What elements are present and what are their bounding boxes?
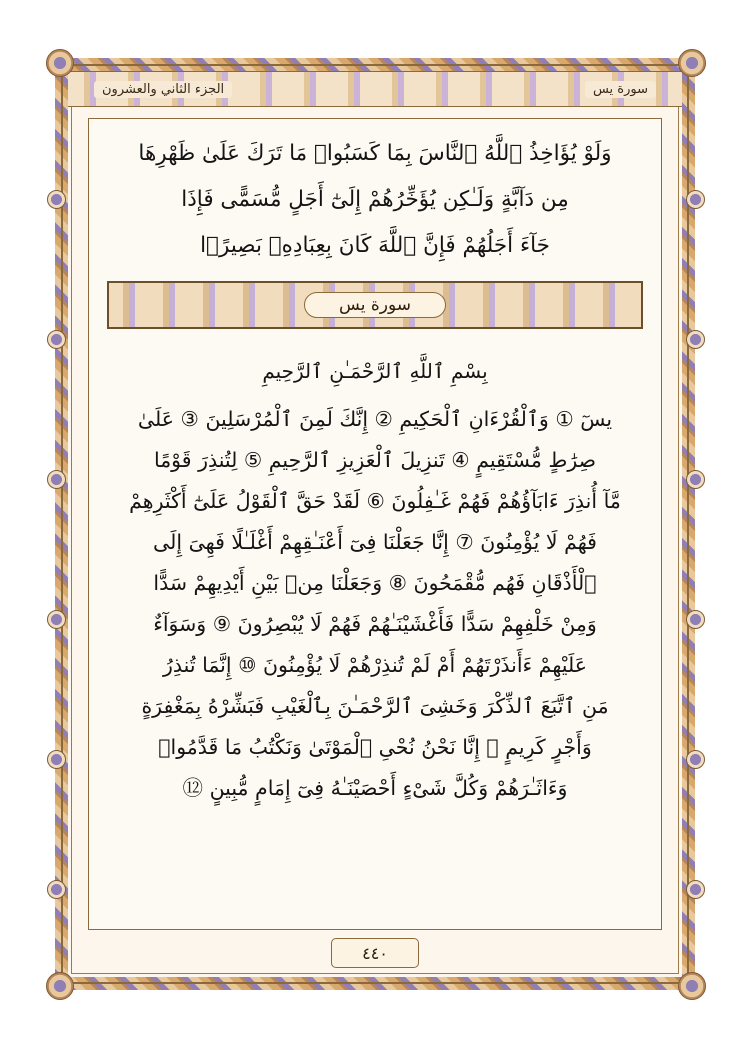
side-medallion-icon xyxy=(686,330,705,349)
side-medallion-icon xyxy=(47,330,66,349)
previous-surah-ending xyxy=(103,131,647,269)
side-medallion-icon xyxy=(47,190,66,209)
side-medallion-icon xyxy=(686,470,705,489)
side-medallion-icon xyxy=(686,610,705,629)
surah-yasin-body xyxy=(103,399,647,809)
quran-line: يسٓ ① وَٱلْقُرْءَانِ ٱلْحَكِيمِ ② إِنَّكَ لَمِنَ ٱلْمُرْسَلِينَ ③ عَلَىٰ xyxy=(137,407,613,431)
quran-line: وَلَوْ يُؤَاخِذُ ٱللَّهُ ٱلنَّاسَ بِمَا كَسَبُوا۟ مَا تَرَكَ عَلَىٰ ظَهْرِهَا xyxy=(138,141,612,166)
quran-line: وَأَجْرٍ كَرِيمٍ ⑪ إِنَّا نَحْنُ نُحْىِ ٱلْمَوْتَىٰ وَنَكْتُبُ مَا قَدَّمُوا۟ xyxy=(158,735,592,759)
quran-line: عَلَيْهِمْ ءَأَنذَرْتَهُمْ أَمْ لَمْ تُنذِرْهُمْ لَا يُؤْمِنُونَ ⑩ إِنَّمَا تُنذِرُ xyxy=(163,653,587,677)
corner-rosette-icon xyxy=(678,49,706,77)
basmala-line: بِسْمِ ٱللَّهِ ٱلرَّحْمَـٰنِ ٱلرَّحِيمِ xyxy=(262,359,488,383)
corner-rosette-icon xyxy=(46,972,74,1000)
juz-name-header: الجزء الثاني والعشرون xyxy=(94,81,232,98)
side-medallion-icon xyxy=(686,750,705,769)
page-header-band xyxy=(68,71,682,107)
corner-rosette-icon xyxy=(46,49,74,77)
quran-line: مَّآ أُنذِرَ ءَابَآؤُهُمْ فَهُمْ غَـٰفِلُونَ ⑥ لَقَدْ حَقَّ ٱلْقَوْلُ عَلَىٰٓ أَكْثَرِهِمْ xyxy=(129,489,621,513)
page-number xyxy=(331,938,419,968)
surah-title-text: سورة يس xyxy=(304,292,446,318)
side-medallion-icon xyxy=(47,470,66,489)
surah-title-band xyxy=(107,281,643,329)
corner-rosette-icon xyxy=(678,972,706,1000)
side-medallion-icon xyxy=(47,610,66,629)
side-medallion-icon xyxy=(47,880,66,899)
quran-line: ٱلْأَذْقَانِ فَهُم مُّقْمَحُونَ ⑧ وَجَعَلْنَا مِنۢ بَيْنِ أَيْدِيهِمْ سَدًّا xyxy=(153,571,597,595)
quran-line: جَآءَ أَجَلُهُمْ فَإِنَّ ٱللَّهَ كَانَ بِعِبَادِهِۦ بَصِيرًۢا xyxy=(200,233,550,258)
page-text-area xyxy=(88,118,662,930)
quran-line: صِرَٰطٍ مُّسْتَقِيمٍ ④ تَنزِيلَ ٱلْعَزِيزِ ٱلرَّحِيمِ ⑤ لِتُنذِرَ قَوْمًا xyxy=(153,448,597,472)
side-medallion-icon xyxy=(47,750,66,769)
side-medallion-icon xyxy=(686,880,705,899)
quran-line: وَمِنْ خَلْفِهِمْ سَدًّا فَأَغْشَيْنَـٰهُمْ فَهُمْ لَا يُبْصِرُونَ ⑨ وَسَوَآءٌ xyxy=(153,612,597,636)
side-medallion-icon xyxy=(686,190,705,209)
quran-line: وَءَاثَـٰرَهُمْ وَكُلَّ شَىْءٍ أَحْصَيْنَـٰهُ فِىٓ إِمَامٍ مُّبِينٍ ⑫ xyxy=(182,776,568,800)
quran-line: مِن دَآبَّةٍ وَلَـٰكِن يُؤَخِّرُهُمْ إِلَىٰٓ أَجَلٍ مُّسَمًّى فَإِذَا xyxy=(181,187,569,212)
surah-name-header: سورة يس xyxy=(585,81,656,98)
quran-line: فَهُمْ لَا يُؤْمِنُونَ ⑦ إِنَّا جَعَلْنَا فِىٓ أَعْنَـٰقِهِمْ أَغْلَـٰلًا فَهِىَ إِلَى xyxy=(153,530,597,554)
page-number-text: ٤٤٠ xyxy=(362,943,388,963)
quran-line: مَنِ ٱتَّبَعَ ٱلذِّكْرَ وَخَشِىَ ٱلرَّحْمَـٰنَ بِٱلْغَيْبِ فَبَشِّرْهُ بِمَغْفِرَةٍ xyxy=(141,694,609,718)
